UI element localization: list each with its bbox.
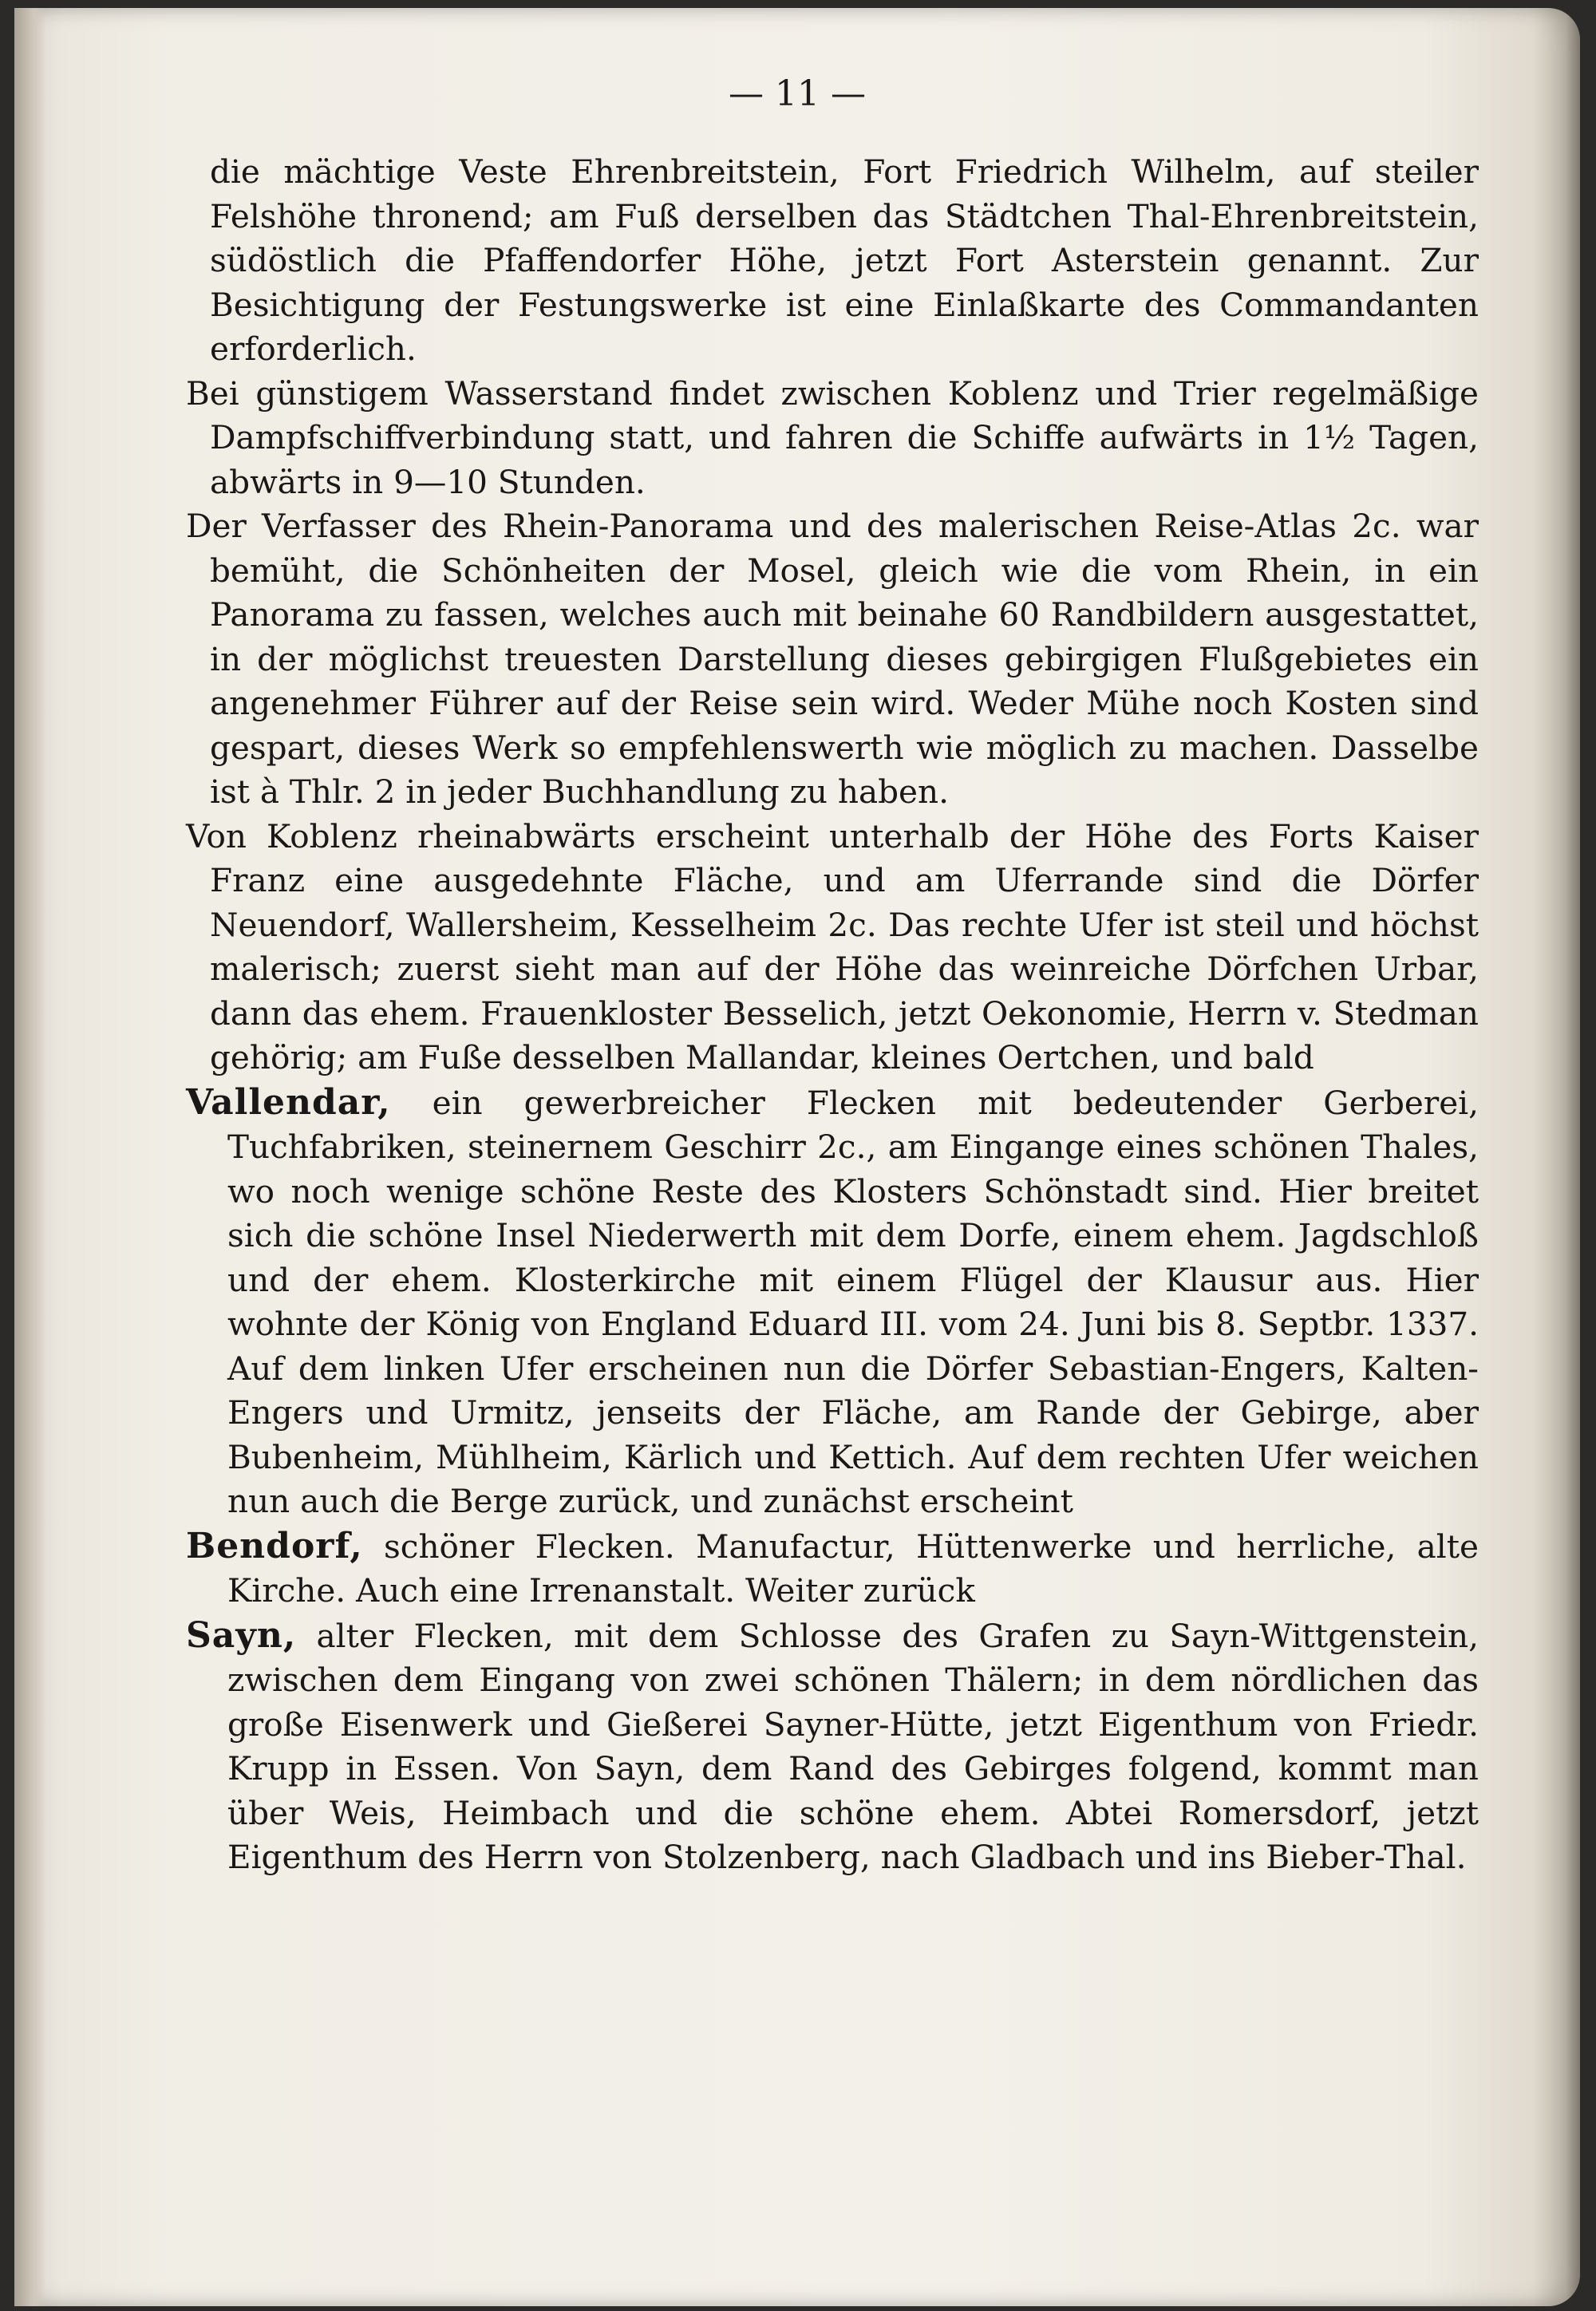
entry-vallendar	[186, 1080, 1479, 1524]
entry-sayn	[186, 1614, 1479, 1880]
entry-bendorf	[186, 1524, 1479, 1614]
paragraph-koblenz-downstream: Von Koblenz rheinabwärts erscheint unterhalb der Höhe des Forts Kaiser Franz eine ausgedehnte Fläche, und am Uferrande sind die Dörfer Neuendorf, Wallersheim, Kesselheim 2c. Das rechte Ufer ist steil und höchst malerisch; zuerst sieht man auf der Höhe das weinreiche Dörfchen Urbar, dann das ehem. Frauenkloster Besselich, jetzt Oekonomie, Herrn v. Stedman gehörig; am Fuße desselben Mallandar, kleines Oertchen, und bald	[186, 816, 1479, 1076]
paragraph-steamship: Bei günstigem Wasserstand findet zwischen Koblenz und Trier regelmäßige Dampfschiffverbindung statt, und fahren die Schiffe aufwärts in 1½ Tagen, abwärts in 9—10 Stunden.	[186, 373, 1479, 501]
entry-text-sayn: alter Flecken, mit dem Schlosse des Grafen zu Sayn-Wittgenstein, zwischen dem Eingang von zwei schönen Thälern; in dem nördlichen das große Eisenwerk und Gießerei Sayner-Hütte, jetzt Eigenthum von Friedr. Krupp in Essen. Von Sayn, dem Rand des Gebirges folgend, kommt man über Weis, Heimbach und die schöne ehem. Abtei Romersdorf, jetzt Eigenthum des Herrn von Stolzenberg, nach Gladbach und ins Bieber-Thal.	[227, 1616, 1479, 1876]
entry-term-bendorf: Bendorf,	[186, 1525, 363, 1566]
body-text	[186, 150, 1479, 1880]
entry-term-vallendar: Vallendar,	[186, 1081, 391, 1123]
paragraph-author-note: Der Verfasser des Rhein-Panorama und des malerischen Reise-Atlas 2c. war bemüht, die Schönheiten der Mosel, gleich wie die vom Rhein, in ein Panorama zu fassen, welches auch mit beinahe 60 Randbildern ausgestattet, in der möglichst treuesten Darstellung dieses gebirgigen Flußgebietes ein angenehmer Führer auf der Reise sein wird. Weder Mühe noch Kosten sind gespart, dieses Werk so empfehlenswerth wie möglich zu machen. Dasselbe ist à Thlr. 2 in jeder Buchhandlung zu haben.	[186, 507, 1479, 811]
entry-text-bendorf: schöner Flecken. Manufactur, Hüttenwerke und herrliche, alte Kirche. Auch eine Irrenanstalt. Weiter zurück	[227, 1527, 1479, 1610]
entry-text-vallendar: ein gewerbreicher Flecken mit bedeutender Gerberei, Tuchfabriken, steinernem Geschirr 2c., am Eingange eines schönen Thales, wo noch wenige schöne Reste des Klosters Schönstadt sind. Hier breitet sich die schöne Insel Niederwerth mit dem Dorfe, einem ehem. Jagdschloß und der ehem. Klosterkirche mit einem Flügel der Klausur aus. Hier wohnte der König von England Eduard III. vom 24. Juni bis 8. Septbr. 1337. Auf dem linken Ufer erscheinen nun die Dörfer Sebastian-Engers, Kalten-Engers und Urmitz, jenseits der Fläche, am Rande der Gebirge, aber Bubenheim, Mühlheim, Kärlich und Kettich. Auf dem rechten Ufer weichen nun auch die Berge zurück, und zunächst erscheint	[227, 1083, 1479, 1520]
book-page	[14, 8, 1580, 2306]
page-spine-shadow	[14, 8, 46, 2306]
page-edge-shadow	[1532, 8, 1580, 2306]
page-number: — 11 —	[729, 73, 866, 114]
paragraph-continuation: die mächtige Veste Ehrenbreitstein, Fort Friedrich Wilhelm, auf steiler Felshöhe thronend; am Fuß derselben das Städtchen Thal-Ehrenbreitstein, südöstlich die Pfaffendorfer Höhe, jetzt Fort Asterstein genannt. Zur Besichtigung der Festungswerke ist eine Einlaßkarte des Commandanten erforderlich.	[210, 152, 1479, 368]
entry-term-sayn: Sayn,	[186, 1614, 297, 1656]
